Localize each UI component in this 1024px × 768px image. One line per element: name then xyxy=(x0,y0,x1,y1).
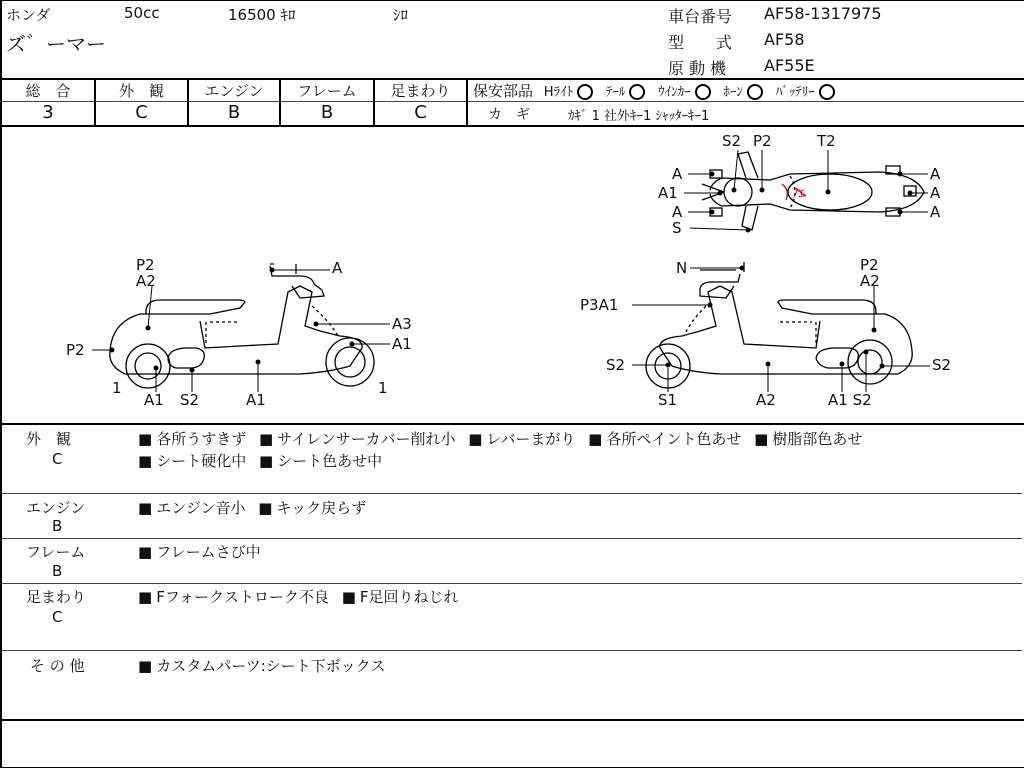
diagram-label: A2 xyxy=(756,391,776,409)
maker: ホンダ xyxy=(6,6,51,24)
grade-header-engine: エンジン xyxy=(204,82,264,100)
diagram-label: P2 xyxy=(860,256,879,274)
diagram-label: S1 xyxy=(658,391,678,409)
grade-exterior: C xyxy=(135,102,148,123)
diagram-label: A1 S2 xyxy=(828,391,872,409)
diagram-label: T2 xyxy=(817,132,836,150)
diagram-label: A xyxy=(930,184,941,202)
note-line xyxy=(138,541,261,562)
grade-suspension: C xyxy=(414,102,427,123)
rule xyxy=(2,650,1022,651)
safety-label: 保安部品 xyxy=(473,82,534,100)
note-item: ■ レバーまがり xyxy=(468,430,575,448)
diagram-label: N xyxy=(676,259,688,277)
displacement: 50cc xyxy=(124,4,160,22)
note-item: ■ カスタムパーツ:シート下ボックス xyxy=(138,657,386,675)
grade-engine: B xyxy=(227,102,241,123)
note-category-other: そ の 他 xyxy=(30,657,85,675)
note-item: ■ フレームさび中 xyxy=(138,543,261,561)
handwritten-note: ﾉｴ xyxy=(792,187,805,202)
diagram-label: P2 xyxy=(66,341,85,359)
frame-no: AF58-1317975 xyxy=(764,4,882,23)
safety-item-headlight: Hﾗｲﾄ xyxy=(543,85,574,100)
safety-item-battery: ﾊﾞｯﾃﾘｰ xyxy=(775,85,815,100)
note-category-frame: フレーム xyxy=(26,543,86,561)
divider xyxy=(466,78,468,126)
diagram-label: A xyxy=(930,165,941,183)
diagram-label: A xyxy=(332,259,343,277)
diagram-label: A1 xyxy=(658,184,678,202)
note-line xyxy=(138,497,366,518)
diagram-label: A3 xyxy=(392,315,412,333)
note-category-suspension: 足まわり xyxy=(26,588,87,606)
note-category-engine: エンジン xyxy=(26,499,86,517)
note-line xyxy=(138,428,862,449)
rule xyxy=(0,719,1024,721)
diagram-label: A1 xyxy=(392,335,412,353)
safety-item-horn: ﾎｰﾝ xyxy=(723,85,743,100)
diagram-label: S2 xyxy=(606,356,626,374)
note-grade-engine: B xyxy=(52,517,63,535)
ok-circle-icon xyxy=(695,84,711,100)
grade-header-overall: 総 合 xyxy=(25,82,71,100)
note-item: ■ 各所ペイント色あせ xyxy=(588,430,741,448)
diagram-label: S2 xyxy=(932,356,952,374)
diagram-label: A1 xyxy=(246,391,266,409)
safety-item-tail: ﾃｰﾙ xyxy=(605,85,626,100)
diagram-label: P3A1 xyxy=(580,296,619,314)
engine-label: 原 動 機 xyxy=(668,59,727,78)
diagram-label: A1 xyxy=(144,391,164,409)
grade-header-suspension: 足まわり xyxy=(390,82,451,100)
rule xyxy=(0,423,1024,425)
rule xyxy=(2,493,1022,494)
mileage: 16500 ｷﾛ xyxy=(228,6,296,24)
note-line xyxy=(138,586,459,607)
diagram-label: P2 xyxy=(136,256,155,274)
note-item: ■ 各所うすきず xyxy=(138,430,246,448)
diagram-label: S2 xyxy=(722,132,742,150)
grade-header-exterior: 外 観 xyxy=(118,82,164,100)
note-line xyxy=(138,450,382,471)
note-grade-frame: B xyxy=(52,562,63,580)
grade-header-frame: フレーム xyxy=(297,82,357,100)
diagram-label: A xyxy=(930,203,941,221)
damage-diagram xyxy=(0,126,1024,424)
key-value: ｶｷﾞ 1 社外ｷｰ1 ｼｬｯﾀｰｷｰ1 xyxy=(568,109,710,124)
type-label: 型 式 xyxy=(668,33,733,52)
engine-value: AF55E xyxy=(764,56,815,75)
note-item: ■ キック戻らず xyxy=(258,499,366,517)
ok-circle-icon xyxy=(819,84,835,100)
rule xyxy=(468,101,1024,102)
note-line xyxy=(138,655,386,676)
note-grade-suspension: C xyxy=(52,608,63,626)
note-item: ■ サイレンサーカバー削れ小 xyxy=(259,430,455,448)
note-item: ■ エンジン音小 xyxy=(138,499,245,517)
key-label: カ ギ xyxy=(488,107,530,123)
diagram-label: 1 xyxy=(378,379,388,397)
diagram-label: A xyxy=(672,165,683,183)
ok-circle-icon xyxy=(747,84,763,100)
safety-parts xyxy=(473,80,835,101)
diagram-label: A2 xyxy=(136,272,156,290)
safety-item-winker: ｳｲﾝｶｰ xyxy=(658,85,691,100)
note-item: ■ シート色あせ中 xyxy=(259,452,382,470)
diagram-label: S2 xyxy=(180,391,200,409)
grade-frame: B xyxy=(320,102,334,123)
grade-overall: 3 xyxy=(42,102,54,123)
rule xyxy=(2,583,1022,584)
note-item: ■ シート硬化中 xyxy=(138,452,246,470)
model-name: ズ゛ーマー xyxy=(6,32,106,56)
diagram-label: A xyxy=(672,203,683,221)
diagram-label: P2 xyxy=(753,132,772,150)
note-grade-exterior: C xyxy=(52,450,63,468)
note-category-exterior: 外 観 xyxy=(26,430,72,448)
diagram-label: 1 xyxy=(112,379,122,397)
diagram-label: A2 xyxy=(860,272,880,290)
rule xyxy=(2,538,1022,539)
type-value: AF58 xyxy=(764,30,805,49)
ok-circle-icon xyxy=(629,84,645,100)
note-item: ■ 樹脂部色あせ xyxy=(754,430,862,448)
note-item: ■ Fフォークストローク不良 xyxy=(138,588,329,606)
diagram-label: S xyxy=(672,219,682,237)
frame-no-label: 車台番号 xyxy=(668,7,733,26)
ok-circle-icon xyxy=(577,84,593,100)
color: ｼﾛ xyxy=(393,6,409,24)
note-item: ■ F足回りねじれ xyxy=(342,588,459,606)
